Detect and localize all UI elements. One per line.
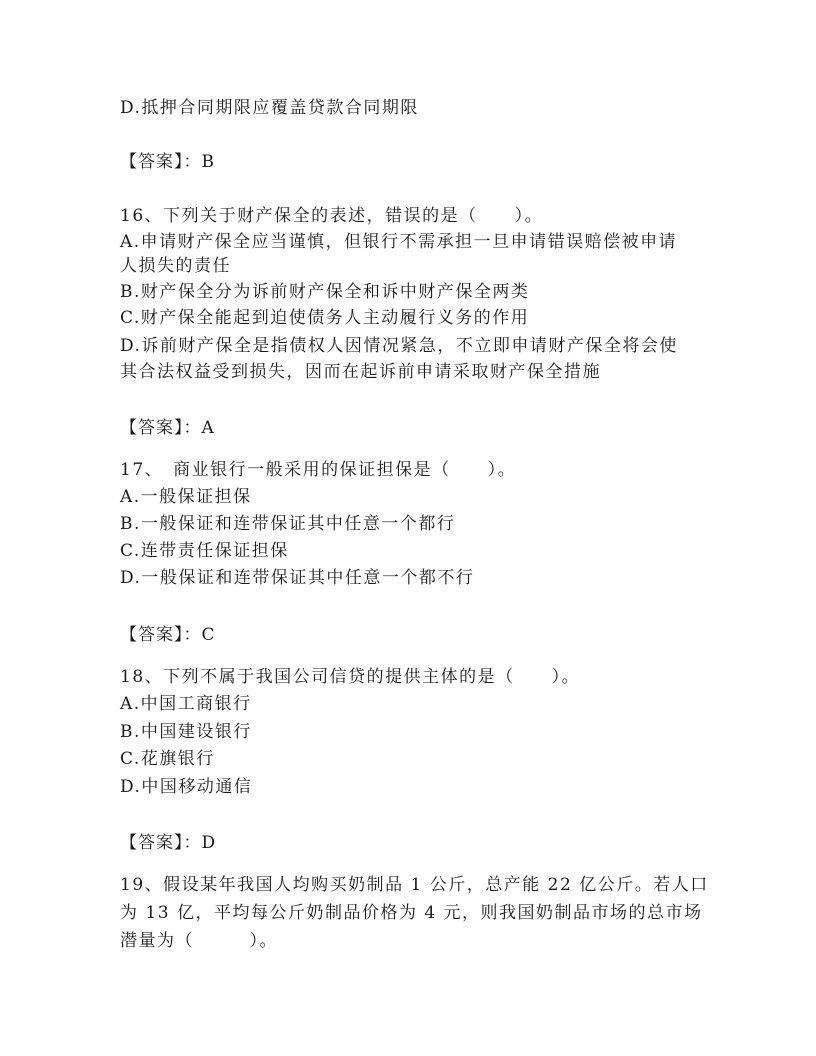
q17-option-c: C.连带责任保证担保	[120, 541, 289, 561]
q16-option-c: C.财产保全能起到迫使债务人主动履行义务的作用	[120, 308, 530, 328]
q18-answer: 【答案】：D	[120, 833, 217, 853]
q17-option-d: D.一般保证和连带保证其中任意一个都不行	[120, 568, 475, 588]
q17-question: 17、 商业银行一般采用的保证担保是（ ）。	[120, 460, 517, 480]
q15-answer: 【答案】：B	[120, 152, 215, 172]
q17-answer: 【答案】：C	[120, 625, 216, 645]
q19-question-line2: 为 13 亿，平均每公斤奶制品价格为 4 元，则我国奶制品市场的总市场	[120, 903, 703, 923]
q19-question-line3: 潜量为（ ）。	[120, 931, 278, 951]
q16-answer: 【答案】：A	[120, 418, 215, 438]
q16-question: 16、下列关于财产保全的表述，错误的是（ ）。	[120, 206, 544, 226]
q18-option-b: B.中国建设银行	[120, 722, 252, 742]
q18-option-d: D.中国移动通信	[120, 777, 253, 797]
q17-option-a: A.一般保证担保	[120, 487, 252, 507]
q18-option-a: A.中国工商银行	[120, 694, 252, 714]
q18-option-c: C.花旗银行	[120, 749, 215, 769]
q15-option-d: D.抵押合同期限应覆盖贷款合同期限	[120, 98, 419, 118]
q16-option-a-line1: A.申请财产保全应当谨慎，但银行不需承担一旦申请错误赔偿被申请	[120, 232, 678, 252]
q16-option-d-line1: D.诉前财产保全是指债权人因情况紧急，不立即申请财产保全将会使	[120, 336, 678, 356]
q16-option-a-line2: 人损失的责任	[120, 256, 231, 276]
q19-question-line1: 19、假设某年我国人均购买奶制品 1 公斤，总产能 22 亿公斤。若人口	[120, 875, 709, 895]
q17-option-b: B.一般保证和连带保证其中任意一个都行	[120, 514, 456, 534]
q16-option-d-line2: 其合法权益受到损失，因而在起诉前申请采取财产保全措施	[120, 362, 601, 382]
q18-question: 18、下列不属于我国公司信贷的提供主体的是（ ）。	[120, 667, 581, 687]
q16-option-b: B.财产保全分为诉前财产保全和诉中财产保全两类	[120, 282, 530, 302]
